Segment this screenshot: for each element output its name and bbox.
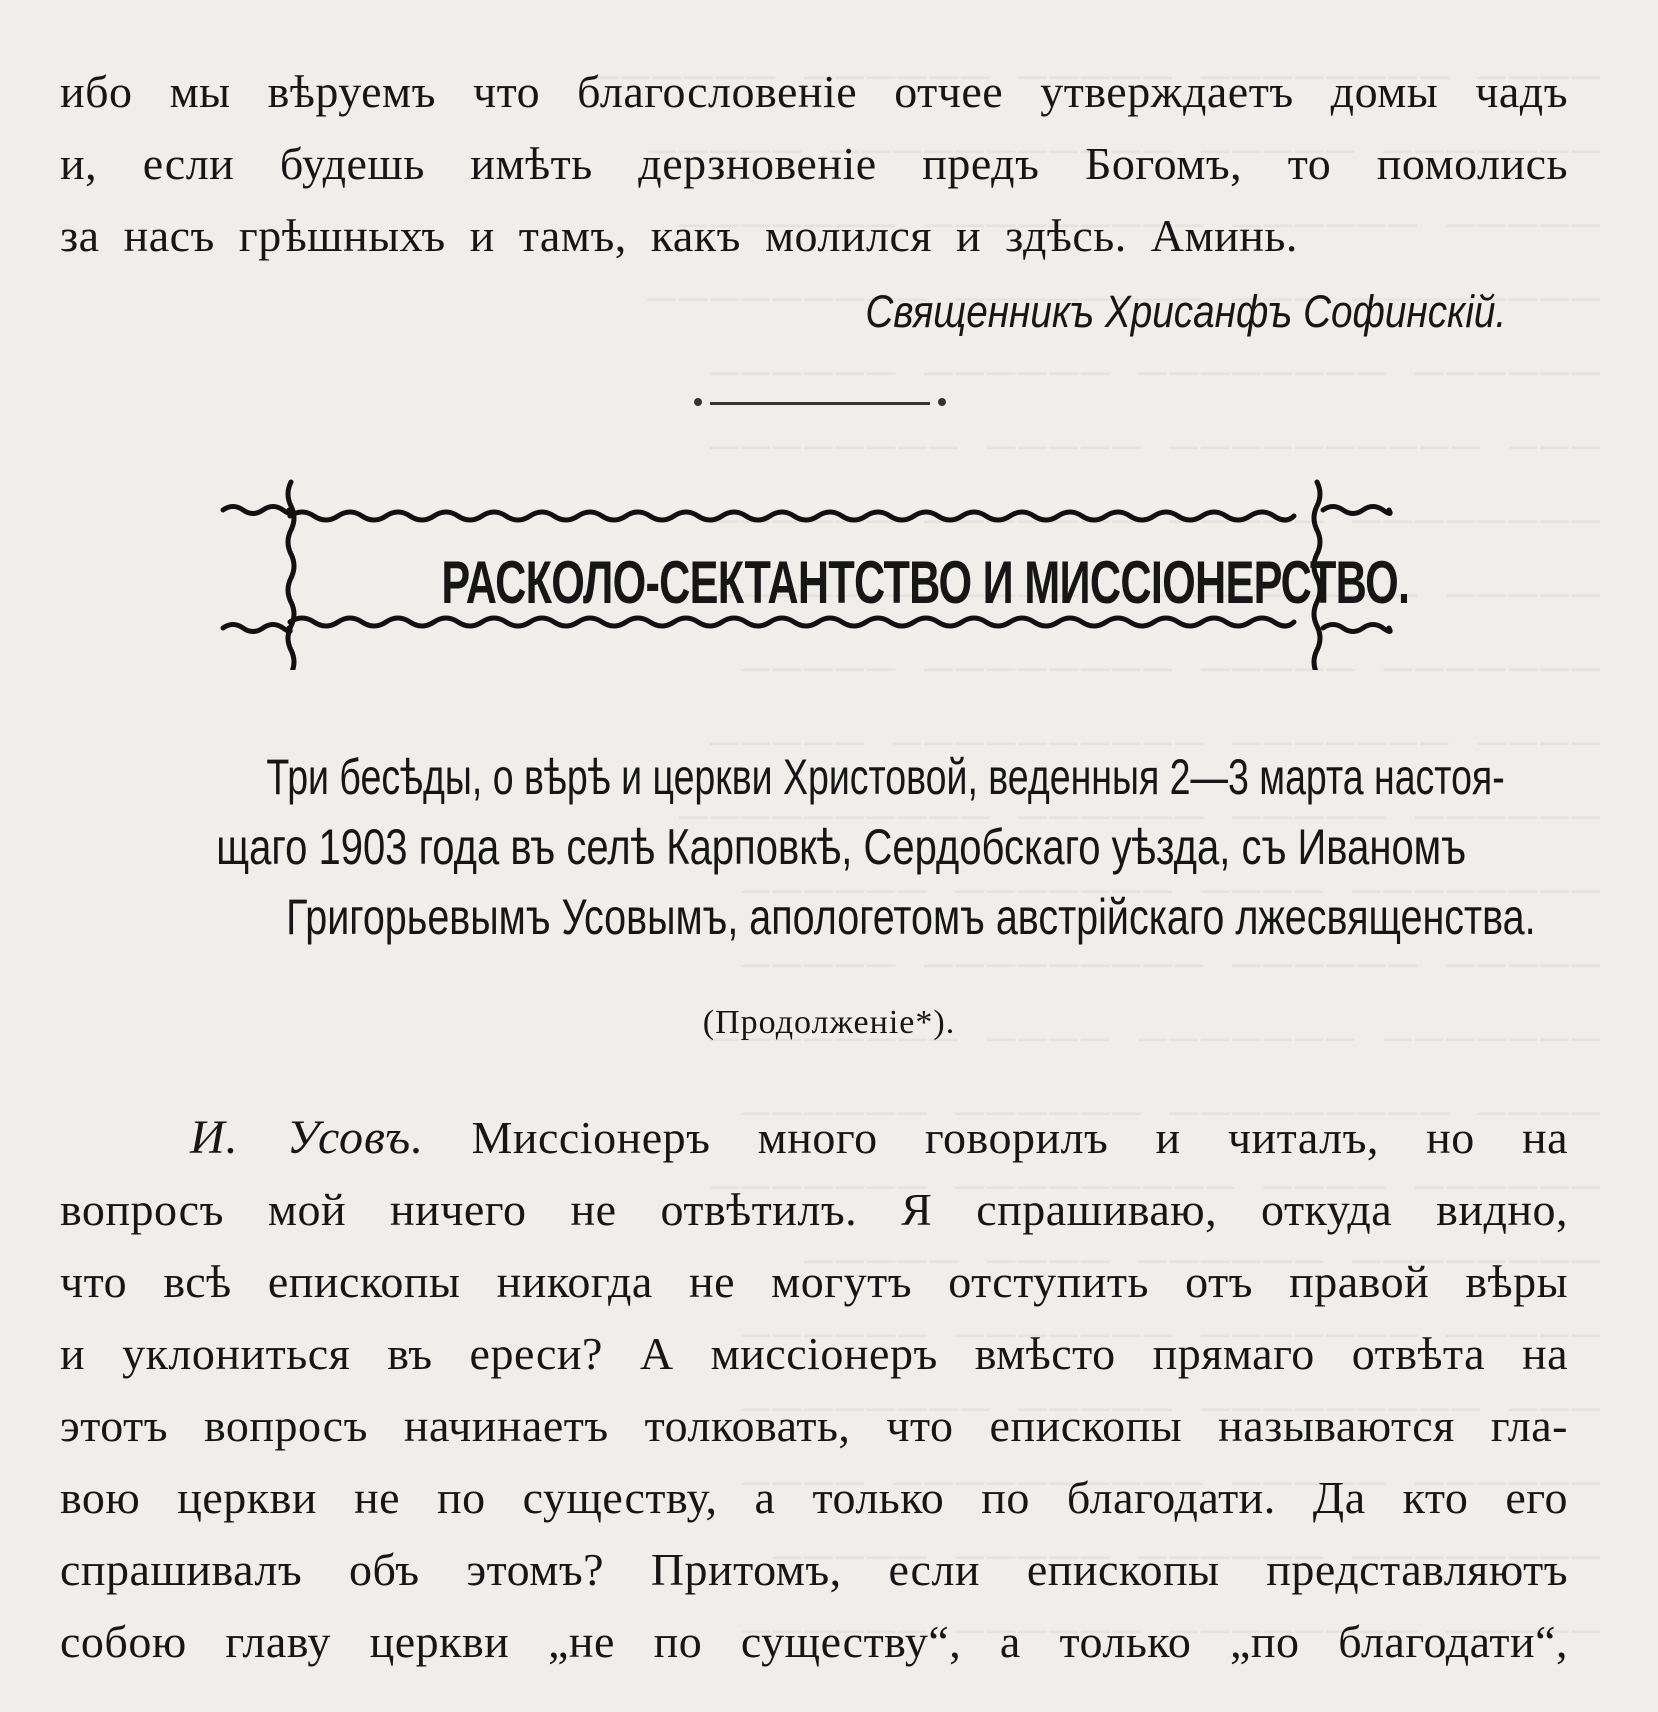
signature: Священникъ Хрисанфъ Софинскій. [865, 286, 1506, 337]
body-line-3: что всѣ епископы никогда не могутъ отступить отъ правой вѣры [60, 1256, 1568, 1307]
section-heading: РАСКОЛО-СЕКТАНТСТВО И МИССІОНЕРСТВО. [441, 549, 1410, 616]
speaker-name: И. Усовъ. [190, 1111, 425, 1164]
body-line-6: вою церкви не по существу, а только по благодати. Да кто его [60, 1472, 1568, 1523]
divider-dot-left [694, 398, 702, 406]
body-line-8: собою главу церкви „не по существу“, а только „по благодати“, [60, 1616, 1568, 1667]
bottom-wavy-rule [290, 618, 1294, 626]
body-line-4: и уклониться въ ереси? А миссіонеръ вмѣсто прямаго отвѣта на [60, 1328, 1568, 1379]
top-paragraph-line-3: за насъ грѣшныхъ и тамъ, какъ молился и здѣсь. Аминь. [60, 210, 1298, 261]
body-line-5: этотъ вопросъ начинаетъ толковать, что епископы называются гла- [60, 1400, 1568, 1451]
top-paragraph-line-1: ибо мы вѣруемъ что благословеніе отчее утверждаетъ домы чадъ [60, 66, 1568, 117]
body-line-7: спрашивалъ объ этомъ? Притомъ, если епископы представляютъ [60, 1544, 1568, 1595]
continuation-note: (Продолженіе*). [702, 1004, 956, 1041]
section-divider [710, 402, 930, 405]
article-title-line-1: Три бесѣды, о вѣрѣ и церкви Христовой, веденныя 2—3 марта настоя- [266, 749, 1505, 805]
body-line-2: вопросъ мой ничего не отвѣтилъ. Я спрашиваю, откуда видно, [60, 1184, 1568, 1235]
article-title-line-3: Григорьевымъ Усовымъ, апологетомъ австрійскаго лжесвященства. [286, 889, 1536, 945]
body-line-1 [60, 1108, 1568, 1168]
article-title-line-2: щаго 1903 года въ селѣ Карповкѣ, Сердобскаго уѣзда, съ Иваномъ [216, 819, 1467, 875]
body-line-1-text: Миссіонеръ много говорилъ и читалъ, но на [471, 1112, 1569, 1163]
divider-dot-right [938, 398, 946, 406]
top-paragraph-line-2: и, если будешь имѣть дерзновеніе предъ Богомъ, то помолись [60, 138, 1568, 189]
top-wavy-rule [290, 512, 1294, 520]
